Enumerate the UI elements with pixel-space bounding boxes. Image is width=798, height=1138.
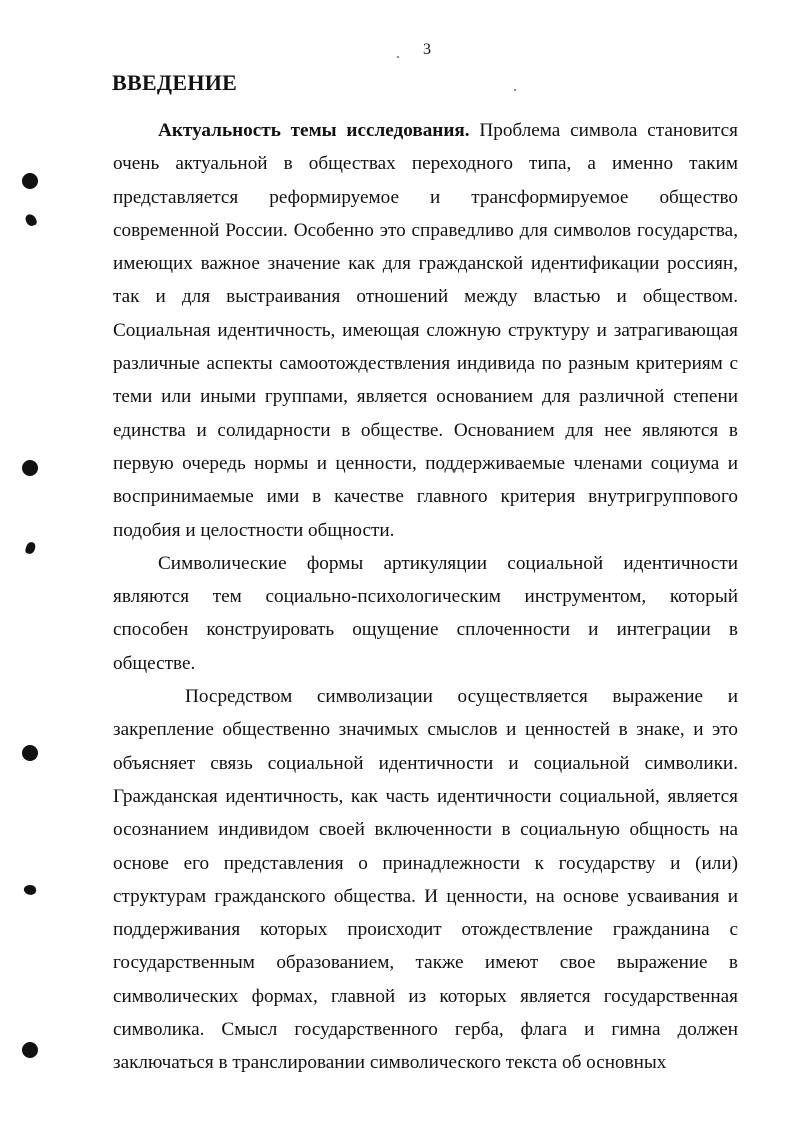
paragraph-lead: Актуальность темы исследования. — [158, 120, 470, 141]
page-number: 3 — [423, 41, 431, 58]
scan-speck — [25, 541, 37, 555]
paragraph-text: Проблема символа становится очень актуальной в обществах переходного типа, а именно таким представляется реформируемое и трансформируемое общество современной России. Особенно это справедливо для символов государства, имеющих важное значение как для гражданской идентификации россиян, так и для выстраивания отношений между властью и обществом. Социальная идентичность, имеющая сложную структуру и затрагивающая различные аспекты самоотождествления индивида по разным критериям с теми или иными группами, является основанием для различной степени единства и солидарности в обществе. Основанием для нее являются в первую очередь нормы и ценности, поддерживаемые членами социума и воспринимаемые ими в качестве главного критерия внутригруппового подобия и целостности общности. — [113, 120, 738, 541]
scan-speck — [397, 56, 399, 58]
binder-hole — [22, 173, 38, 189]
paragraph: Символические формы артикуляции социальной идентичности являются тем социально-психологическим инструментом, который способен конструировать ощущение сплоченности и интеграции в обществе. — [113, 552, 738, 674]
section-title: ВВЕДЕНИЕ — [112, 70, 238, 95]
binder-hole — [22, 1042, 38, 1058]
paragraph: Посредством символизации осуществляется выражение и закрепление общественно значимых смыслов и ценностей в знаке, и это объясняет связь социальной идентичности и социальной символики. Гражданская идентичность, как часть идентичности социальной, является осознанием индивидом своей включенности в социальную общность на основе его представления о принадлежности к государству и (или) структурам гражданского общества. И ценности, на основе усваивания и поддерживания которых происходит отождествление гражданина с государственным образованием, также имеют свое выражение в символических формах, главной из которых является государственная символика. Смысл государственного герба, флага и гимна должен заключаться в транслировании символического текста об основных — [113, 686, 738, 1074]
scan-speck — [514, 89, 516, 91]
paragraph — [113, 114, 738, 547]
scan-speck — [24, 213, 38, 228]
body-text — [113, 114, 738, 1080]
binder-hole — [22, 745, 38, 761]
scan-speck — [23, 884, 37, 896]
binder-hole — [22, 460, 38, 476]
